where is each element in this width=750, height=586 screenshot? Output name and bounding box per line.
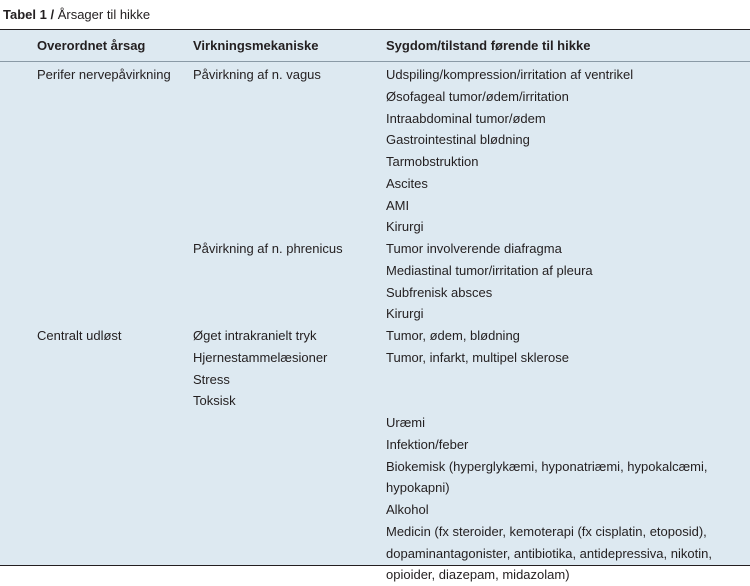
table-header-row <box>0 30 750 62</box>
conditions-cell <box>386 412 712 586</box>
mechanism-cell: Øget intrakranielt tryk <box>193 328 317 343</box>
condition-item: Mediastinal tumor/irritation af pleura <box>386 262 593 278</box>
table-caption <box>3 7 150 23</box>
mechanism-cell: Toksisk <box>193 393 236 409</box>
condition-item: Tumor involverende diafragma <box>386 241 562 256</box>
conditions-cell <box>386 64 633 238</box>
caption-label: Tabel 1 / <box>3 7 55 22</box>
condition-item: Medicin (fx steroider, kemoterapi (fx cisplatin, etoposid), <box>386 523 707 539</box>
condition-item: Øsofageal tumor/ødem/irritation <box>386 88 569 104</box>
condition-item: Kirurgi <box>386 219 424 235</box>
condition-item: Udspiling/kompression/irritation af ventrikel <box>386 67 634 82</box>
condition-item: Tumor, infarkt, multipel sklerose <box>386 349 570 365</box>
condition-item: Uræmi <box>386 415 425 430</box>
conditions-cell <box>386 238 593 325</box>
header-virkningsmekaniske: Virkningsmekaniske <box>193 38 319 53</box>
caption-title: Årsager til hikke <box>57 7 151 22</box>
condition-item: Kirurgi <box>386 306 424 322</box>
mechanism-cell: Hjernestammelæsioner <box>193 349 328 365</box>
conditions-cell <box>386 347 569 369</box>
condition-item: Tarmobstruktion <box>386 154 479 169</box>
condition-item: opioider, diazepam, midazolam) <box>386 567 570 583</box>
causes-table <box>0 29 750 583</box>
condition-item: Infektion/feber <box>386 436 469 452</box>
mechanism-cell: Stress <box>193 371 230 387</box>
condition-item: Ascites <box>386 175 428 191</box>
condition-item: dopaminantagonister, antibiotika, antidepressiva, nikotin, <box>386 545 712 561</box>
condition-item: Tumor, ødem, blødning <box>386 328 520 343</box>
cause-cell: Centralt udløst <box>37 328 122 343</box>
condition-item: Gastrointestinal blødning <box>386 132 530 148</box>
condition-item: Intraabdominal tumor/ødem <box>386 110 546 126</box>
header-overordnet-arsag: Overordnet årsag <box>37 38 146 53</box>
condition-item: Alkohol <box>386 502 429 517</box>
condition-item: Biokemisk (hyperglykæmi, hyponatriæmi, hypokalcæmi, <box>386 458 708 474</box>
mechanism-cell: Påvirkning af n. vagus <box>193 67 321 82</box>
header-sygdom-tilstand: Sygdom/tilstand førende til hikke <box>386 38 591 53</box>
cause-cell: Perifer nervepåvirkning <box>37 67 171 82</box>
conditions-cell <box>386 325 520 347</box>
mechanism-cell: Påvirkning af n. phrenicus <box>193 241 343 256</box>
condition-item: hypokapni) <box>386 480 450 496</box>
condition-item: AMI <box>386 197 410 213</box>
condition-item: Subfrenisk absces <box>386 284 493 300</box>
